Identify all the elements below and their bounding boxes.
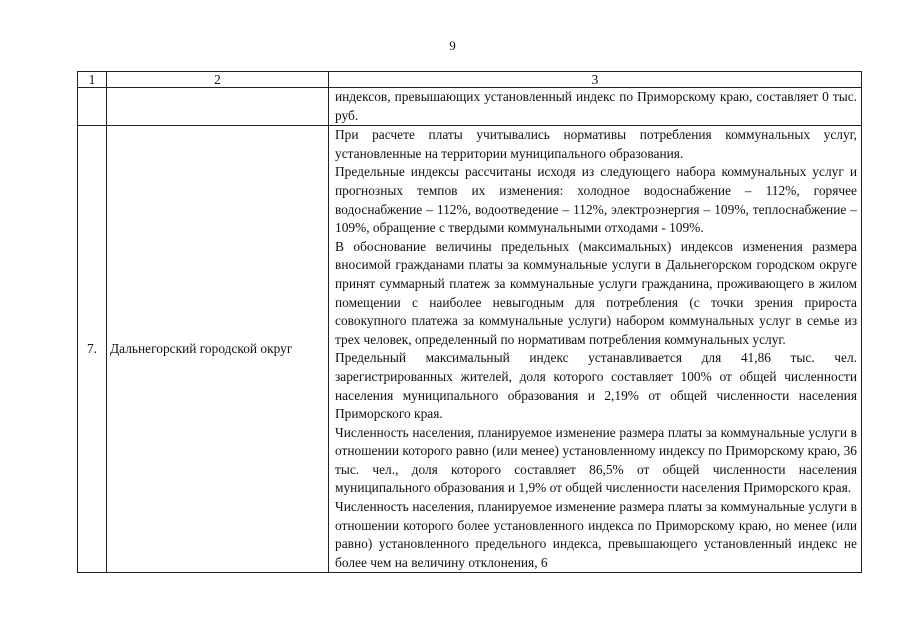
description-paragraph: Численность населения, планируемое изменение размера платы за коммунальные услуги в отношении которого более установленного индекса по Приморскому краю, но менее (или равно) установленного предельного индекса, превышающего установленный индекс не более чем на величину отклонения, 6 bbox=[335, 499, 857, 570]
description-paragraph: Предельные индексы рассчитаны исходя из следующего набора коммунальных услуг и прогнозных темпов их изменения: холодное водоснабжение – 112%, горячее водоснабжение – 112%, водоотведение – 112%, электроэнергия – 109%, теплоснабжение – 109%, обращение с твердыми коммунальными отходами - 109%. bbox=[335, 164, 857, 236]
description-paragraph: Предельный максимальный индекс устанавливается для 41,86 тыс. чел. зарегистрированных жителей, доля которого составляет 100% от общей численности населения муниципального образования и 2,19% от общей численности населения Приморского края. bbox=[335, 350, 857, 422]
header-col-3: 3 bbox=[329, 72, 862, 88]
page-number: 9 bbox=[449, 38, 456, 53]
row-number-cell: 7. bbox=[78, 126, 107, 573]
table-row-continuation bbox=[78, 88, 862, 126]
header-col-2: 2 bbox=[107, 72, 329, 88]
description-cell bbox=[329, 126, 862, 573]
header-col-1: 1 bbox=[78, 72, 107, 88]
table-row-7 bbox=[78, 126, 862, 573]
document-table bbox=[77, 71, 862, 573]
description-paragraph: Численность населения, планируемое изменение размера платы за коммунальные услуги в отношении которого равно (или менее) установленному индексу по Приморскому краю, 36 тыс. чел., доля которого составляет 86,5% от общей численности населения муниципального образования и 1,9% от общей численности населения Приморского края. bbox=[335, 424, 857, 496]
region-cell bbox=[107, 88, 329, 126]
description-paragraph: При расчете платы учитывались нормативы потребления коммунальных услуг, установленные на территории муниципального образования. bbox=[335, 127, 857, 161]
row-number-cell bbox=[78, 88, 107, 126]
table-header-row bbox=[78, 72, 862, 88]
description-paragraph: В обоснование величины предельных (максимальных) индексов изменения размера вносимой гражданами платы за коммунальные услуги в Дальнегорском городском округе принят суммарный платеж за коммунальные услуги гражданина, проживающего в жилом помещении с наиболее невыгодным для потребления (с точки зрения прироста совокупного платежа за коммунальные услуги) набором коммунальных услуг в семье из трех человек, определенный по нормативам потребления коммунальных услуг. bbox=[335, 238, 857, 347]
region-cell: Дальнегорский городской округ bbox=[107, 126, 329, 573]
description-cell bbox=[329, 88, 862, 126]
description-paragraph: индексов, превышающих установленный индекс по Приморскому краю, составляет 0 тыс. руб. bbox=[335, 89, 857, 123]
